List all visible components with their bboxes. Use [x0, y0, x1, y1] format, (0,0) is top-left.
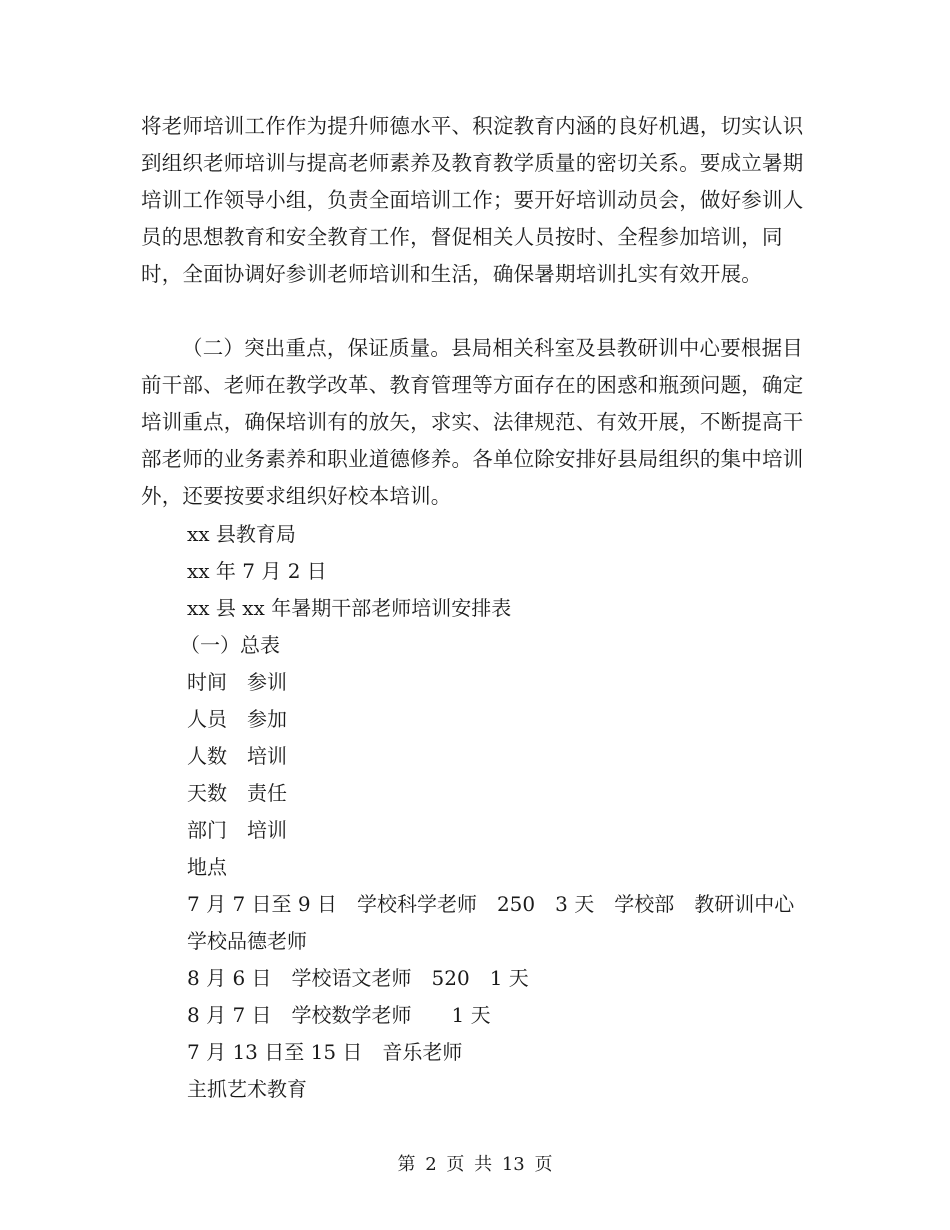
- table-header-line: 人数 培训: [187, 744, 287, 768]
- table-header-line: 部门 培训: [187, 818, 287, 842]
- schedule-title: xx 县 xx 年暑期干部老师培训安排表: [187, 596, 512, 620]
- issue-date: xx 年 7 月 2 日: [187, 559, 327, 583]
- table-header-line: 天数 责任: [187, 781, 287, 805]
- issuer-name: xx 县教育局: [187, 522, 296, 546]
- paragraph-focus-quality: （二）突出重点，保证质量。县局相关科室及县教研训中心要根据目前干部、老师在教学改革、教育管理等方面存在的困惑和瓶颈问题，确定培训重点，确保培训有的放矢，求实、法律规范、有效开展，不断提高干部老师的业务素养和职业道德修养。各单位除安排好县局组织的集中培训外，还要按要求组织好校本培训。: [141, 336, 804, 508]
- section-heading: （一）总表: [180, 633, 280, 657]
- table-row: 7 月 13 日至 15 日 音乐老师: [187, 1040, 463, 1064]
- paragraph-training-work: 将老师培训工作作为提升师德水平、积淀教育内涵的良好机遇，切实认识到组织老师培训与提高老师素养及教育教学质量的密切关系。要成立暑期培训工作领导小组，负责全面培训工作；要开好培训动员会，做好参训人员的思想教育和安全教育工作，督促相关人员按时、全程参加培训，同时，全面协调好参训老师培训和生活，确保暑期培训扎实有效开展。: [141, 114, 804, 286]
- table-header-line: 地点: [187, 855, 227, 879]
- table-header-line: 人员 参加: [187, 707, 287, 731]
- table-row: 8 月 6 日 学校语文老师 520 1 天: [187, 966, 529, 990]
- table-row: 7 月 7 日至 9 日 学校科学老师 250 3 天 学校部 教研训中心: [187, 892, 795, 916]
- page-footer: [0, 1150, 950, 1180]
- table-row: 8 月 7 日 学校数学老师 1 天: [187, 1003, 491, 1027]
- page-number: 第 2 页 共 13 页: [397, 1154, 553, 1175]
- table-row: 主抓艺术教育: [187, 1077, 307, 1101]
- table-row: 学校品德老师: [187, 929, 307, 953]
- table-header-line: 时间 参训: [187, 670, 287, 694]
